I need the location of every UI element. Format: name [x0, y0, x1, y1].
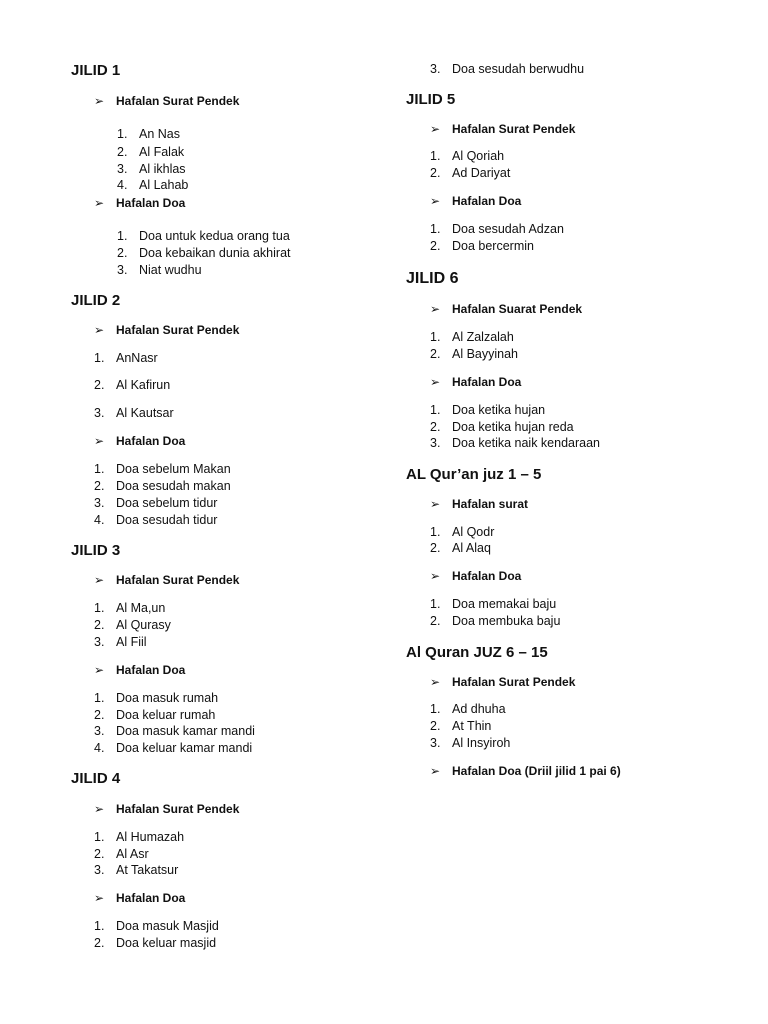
jilid-6-title: JILID 6	[406, 270, 459, 287]
list-item: 1. Doa untuk kedua orang tua	[117, 229, 290, 243]
juz-1-5-doa-header: ➢ Hafalan Doa	[430, 569, 522, 583]
juz-6-15-doa-header: ➢ Hafalan Doa (Driil jilid 1 pai 6)	[430, 764, 621, 778]
list-item: 2. At Thin	[430, 719, 492, 733]
juz-6-15-title: Al Quran JUZ 6 – 15	[406, 644, 548, 661]
jilid-4-surat-header: ➢ Hafalan Surat Pendek	[94, 802, 240, 816]
list-item: 1. An Nas	[117, 127, 180, 141]
list-item: 4. Doa keluar kamar mandi	[94, 741, 253, 755]
jilid-5-title: JILID 5	[406, 91, 456, 108]
arrow-bullet-icon: ➢	[94, 196, 105, 210]
list-item: 2. Doa ketika hujan reda	[430, 420, 574, 434]
jilid-3-doa-header: ➢ Hafalan Doa	[94, 663, 186, 677]
arrow-bullet-icon: ➢	[94, 94, 105, 108]
list-item: 1. Ad dhuha	[430, 702, 506, 716]
list-item: 1. AnNasr	[94, 351, 158, 365]
arrow-bullet-icon: ➢	[94, 434, 105, 448]
arrow-bullet-icon: ➢	[94, 323, 105, 337]
list-item: 2. Doa keluar masjid	[94, 936, 217, 950]
list-item: 1. Al Ma,un	[94, 601, 166, 615]
list-item: 3. Doa masuk kamar mandi	[94, 724, 255, 738]
list-item: 1. Doa masuk Masjid	[94, 919, 219, 933]
jilid-2-title: JILID 2	[71, 292, 121, 309]
jilid-2-surat-header: ➢ Hafalan Surat Pendek	[94, 323, 240, 337]
list-item: 3. Doa sebelum tidur	[94, 496, 218, 510]
jilid-5-surat-header: ➢ Hafalan Surat Pendek	[430, 122, 576, 136]
arrow-bullet-icon: ➢	[94, 573, 105, 587]
list-item: 1. Al Qodr	[430, 525, 495, 539]
jilid-1-surat-header: ➢ Hafalan Surat Pendek	[94, 94, 240, 108]
arrow-bullet-icon: ➢	[430, 302, 441, 316]
list-item: 2. Doa bercermin	[430, 239, 534, 253]
list-item: 4. Al Lahab	[117, 178, 189, 192]
list-item: 1. Al Qoriah	[430, 149, 505, 163]
arrow-bullet-icon: ➢	[94, 891, 105, 905]
list-item: 1. Doa ketika hujan	[430, 403, 546, 417]
list-item: 1. Doa memakai baju	[430, 597, 557, 611]
jilid-3-surat-header: ➢ Hafalan Surat Pendek	[94, 573, 240, 587]
jilid-4-title: JILID 4	[71, 770, 121, 787]
list-item: 2. Al Falak	[117, 145, 185, 159]
list-item: 2. Doa keluar rumah	[94, 708, 216, 722]
list-item: 3. Al ikhlas	[117, 162, 186, 176]
list-item: 4. Doa sesudah tidur	[94, 513, 218, 527]
arrow-bullet-icon: ➢	[430, 764, 441, 778]
list-item: 2. Al Bayyinah	[430, 347, 519, 361]
list-item: 2. Al Alaq	[430, 541, 491, 555]
jilid-4-doa-header: ➢ Hafalan Doa	[94, 891, 186, 905]
list-item: 3. Al Kautsar	[94, 406, 174, 420]
list-item: 3. Niat wudhu	[117, 263, 202, 277]
jilid-1-doa-header: ➢ Hafalan Doa	[94, 196, 186, 210]
list-item: 2. Ad Dariyat	[430, 166, 511, 180]
list-item: 2. Doa kebaikan dunia akhirat	[117, 246, 291, 260]
juz-1-5-surat-header: ➢ Hafalan surat	[430, 497, 529, 511]
arrow-bullet-icon: ➢	[430, 675, 441, 689]
jilid-6-doa-header: ➢ Hafalan Doa	[430, 375, 522, 389]
juz-6-15-surat-header: ➢ Hafalan Surat Pendek	[430, 675, 576, 689]
juz-1-5-title: AL Qur’an juz 1 – 5	[406, 466, 542, 483]
list-item: 3. Al Fiil	[94, 635, 147, 649]
list-item: 2. Doa membuka baju	[430, 614, 561, 628]
list-item: 1. Doa masuk rumah	[94, 691, 219, 705]
arrow-bullet-icon: ➢	[430, 375, 441, 389]
list-item: 1. Al Humazah	[94, 830, 185, 844]
jilid-5-doa-header: ➢ Hafalan Doa	[430, 194, 522, 208]
jilid-1-title: JILID 1	[71, 62, 121, 79]
arrow-bullet-icon: ➢	[94, 663, 105, 677]
arrow-bullet-icon: ➢	[430, 122, 441, 136]
list-item: 3. Al Insyiroh	[430, 736, 511, 750]
jilid-2-doa-header: ➢ Hafalan Doa	[94, 434, 186, 448]
list-item: 3. Doa ketika naik kendaraan	[430, 436, 601, 450]
list-item: 1. Doa sesudah Adzan	[430, 222, 564, 236]
arrow-bullet-icon: ➢	[430, 569, 441, 583]
list-item: 3. Doa sesudah berwudhu	[430, 62, 585, 76]
jilid-6-surat-header: ➢ Hafalan Suarat Pendek	[430, 302, 583, 316]
list-item: 3. At Takatsur	[94, 863, 179, 877]
list-item: 2. Al Kafirun	[94, 378, 171, 392]
arrow-bullet-icon: ➢	[430, 497, 441, 511]
arrow-bullet-icon: ➢	[94, 802, 105, 816]
jilid-3-title: JILID 3	[71, 542, 121, 559]
list-item: 2. Al Qurasy	[94, 618, 171, 632]
list-item: 2. Doa sesudah makan	[94, 479, 231, 493]
list-item: 1. Al Zalzalah	[430, 330, 514, 344]
list-item: 2. Al Asr	[94, 847, 149, 861]
list-item: 1. Doa sebelum Makan	[94, 462, 231, 476]
arrow-bullet-icon: ➢	[430, 194, 441, 208]
